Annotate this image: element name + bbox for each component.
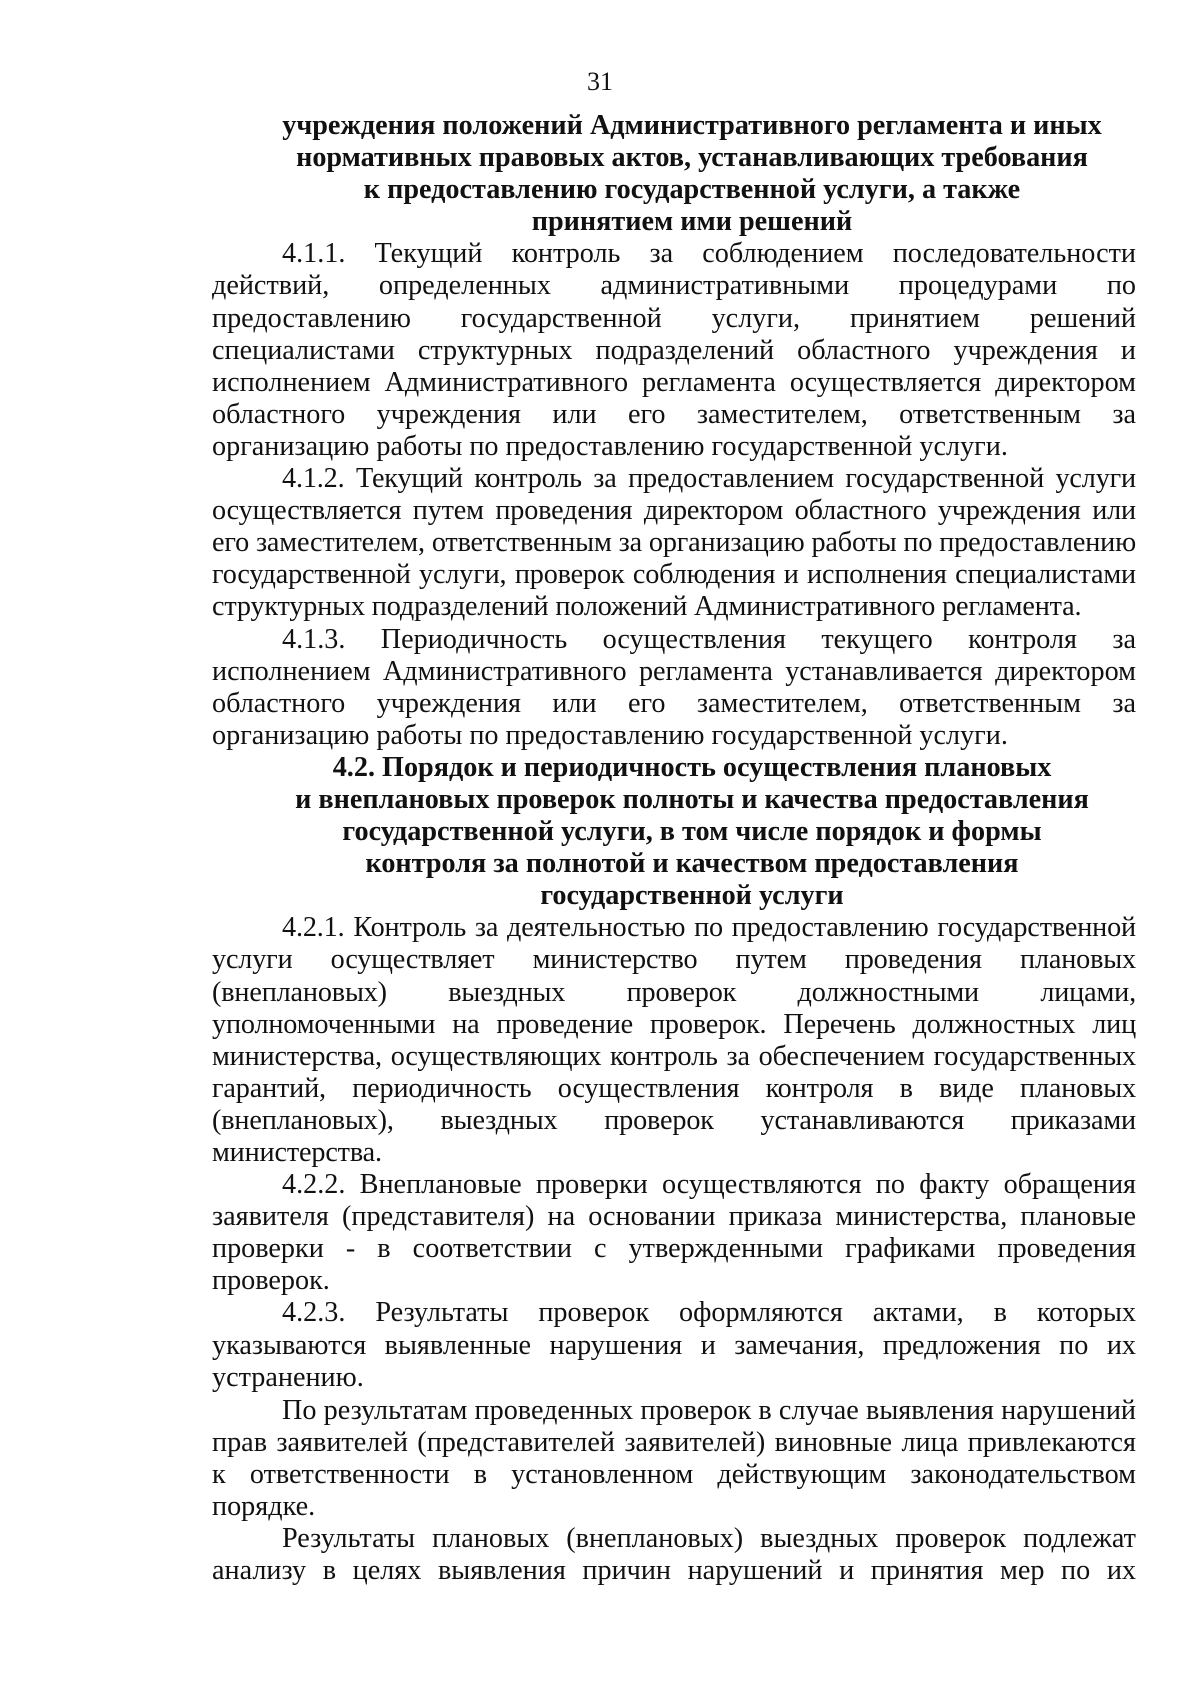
document-body	[212, 110, 1136, 1587]
heading-line: нормативных правовых актов, устанавливающих требования	[296, 142, 1088, 174]
section-heading-continuation	[212, 110, 1136, 238]
heading-line: учреждения положений Административного регламента и иных	[282, 110, 1102, 141]
heading-line: к предоставлению государственной услуги, а также	[363, 174, 1021, 206]
heading-line: контроля за полнотой и качеством предоставления	[365, 848, 1019, 880]
paragraph-4-2-3: 4.2.3. Результаты проверок оформляются актами, в которых указываются выявленные нарушения и замечания, предложения по их устранению.	[212, 1297, 1136, 1393]
heading-line: государственной услуги, в том числе порядок и формы	[342, 816, 1042, 848]
paragraph-4-1-1: 4.1.1. Текущий контроль за соблюдением последовательности действий, определенных административными процедурами по предоставлению государственной услуги, принятием решений специалистами структурных подразделений областного учреждения и исполнением Административного регламента осуществляется директором областного учреждения или его заместителем, ответственным за организацию работы по предоставлению государственной услуги.	[212, 238, 1136, 462]
paragraph-results-analysis: Результаты плановых (внеплановых) выездных проверок подлежат анализу в целях выявления причин нарушений и принятия мер по их	[212, 1523, 1136, 1587]
paragraph-4-1-2: 4.1.2. Текущий контроль за предоставлением государственной услуги осуществляется путем проведения директором областного учреждения или его заместителем, ответственным за организацию работы по предоставлению государственной услуги, проверок соблюдения и исполнения специалистами структурных подразделений положений Административного регламента.	[212, 463, 1136, 623]
paragraph-violations: По результатам проведенных проверок в случае выявления нарушений прав заявителей (представителей заявителей) виновные лица привлекаются к ответственности в установленном действующим законодательством порядке.	[212, 1394, 1136, 1523]
heading-line: государственной услуги	[540, 880, 844, 912]
page-number: 31	[587, 67, 613, 96]
heading-line: 4.2. Порядок и периодичность осуществления плановых	[332, 751, 1052, 783]
section-heading-4-2	[212, 752, 1136, 912]
heading-line: принятием ими решений	[531, 206, 853, 238]
paragraph-4-2-2: 4.2.2. Внеплановые проверки осуществляются по факту обращения заявителя (представителя) на основании приказа министерства, плановые проверки - в соответствии с утвержденными графиками проведения проверок.	[212, 1169, 1136, 1297]
paragraph-4-1-3: 4.1.3. Периодичность осуществления текущего контроля за исполнением Административного регламента устанавливается директором областного учреждения или его заместителем, ответственным за организацию работы по предоставлению государственной услуги.	[212, 623, 1136, 751]
paragraph-4-2-1: 4.2.1. Контроль за деятельностью по предоставлению государственной услуги осуществляет министерство путем проведения плановых (внеплановых) выездных проверок должностными лицами, уполномоченными на проведение проверок. Перечень должностных лиц министерства, осуществляющих контроль за обеспечением государственных гарантий, периодичность осуществления контроля в виде плановых (внеплановых), выездных проверок устанавливаются приказами министерства.	[212, 912, 1136, 1168]
heading-line: и внеплановых проверок полноты и качества предоставления	[295, 783, 1089, 815]
